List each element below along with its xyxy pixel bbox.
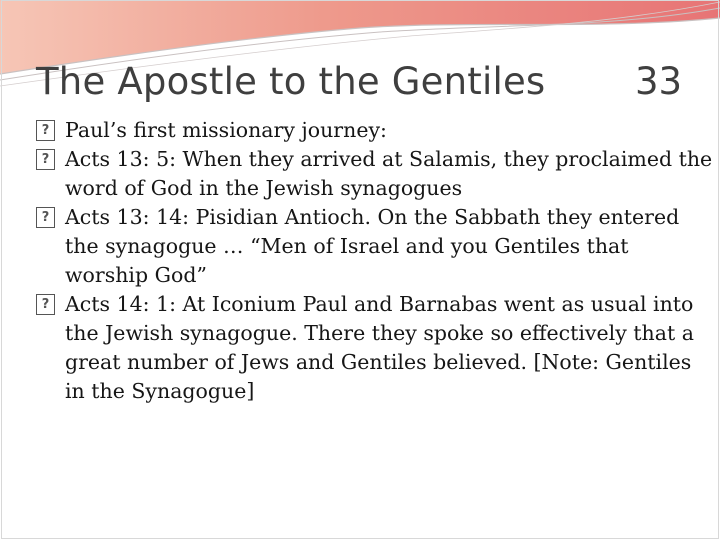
bullet-item (36, 203, 716, 290)
slide-title: The Apostle to the Gentiles (36, 60, 546, 103)
bullet-list (36, 116, 716, 406)
missing-glyph-bullet-icon (36, 207, 55, 228)
missing-glyph-bullet-icon (36, 120, 55, 141)
bullet-text: Acts 14: 1: At Iconium Paul and Barnabas went as usual into the Jewish synagogue. There they spoke so effectively that a great number of Jews and Gentiles believed. [Note: Gentiles in the Synagogue] (65, 292, 694, 403)
slide-number: 33 (635, 60, 683, 103)
bullet-item (36, 290, 716, 406)
bullet-text: Acts 13: 5: When they arrived at Salamis, they proclaimed the word of God in the Jewish synagogues (65, 147, 713, 200)
bullet-text: Paul’s first missionary journey: (65, 118, 387, 142)
bullet-text: Acts 13: 14: Pisidian Antioch. On the Sabbath they entered the synagogue … “Men of Israel and you Gentiles that worship God” (65, 205, 680, 287)
missing-glyph-bullet-icon (36, 294, 55, 315)
missing-glyph-bullet-icon (36, 149, 55, 170)
bullet-item (36, 116, 716, 145)
bullet-item (36, 145, 716, 203)
